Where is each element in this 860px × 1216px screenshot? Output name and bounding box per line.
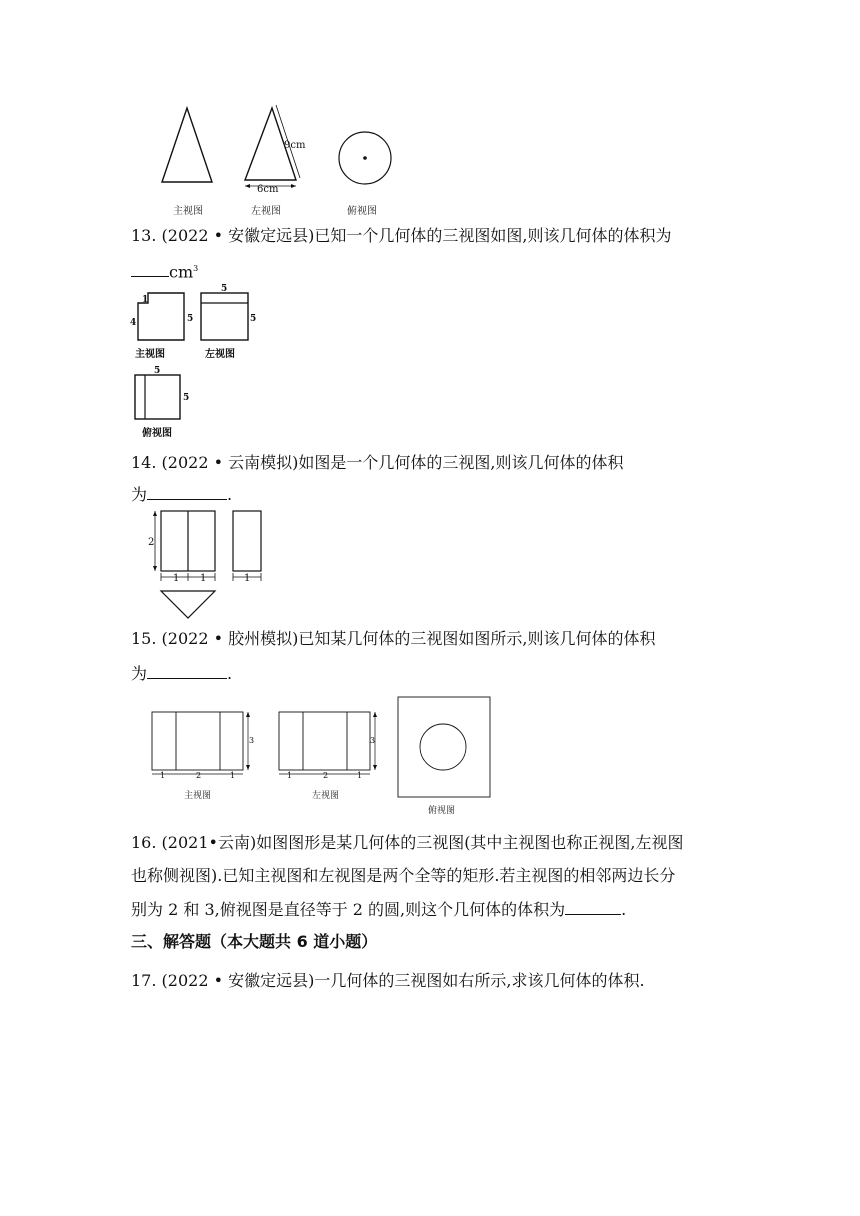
question-text: (2022 • 安徽定远县)一几何体的三视图如右所示,求该几何体的体积. (161, 971, 645, 990)
svg-text:1: 1 (230, 771, 236, 780)
svg-text:1: 1 (142, 295, 149, 305)
q15-side-view (279, 712, 370, 770)
question-text: (2022 • 胶州模拟)已知某几何体的三视图如图所示,则该几何体的体积 (161, 629, 656, 648)
q15-front-view (152, 712, 243, 770)
base-label: 6cm (257, 184, 279, 195)
question-number: 13. (131, 226, 157, 245)
question-17 (131, 970, 645, 992)
question-number: 17. (131, 971, 157, 990)
svg-text:1: 1 (173, 573, 180, 584)
svg-text:3: 3 (249, 736, 255, 745)
svg-text:5: 5 (183, 393, 190, 403)
question-14 (131, 452, 623, 474)
question-15-line2: 为 . (131, 664, 233, 683)
caption-side: 左视图 (251, 206, 281, 217)
answer-blank[interactable] (565, 898, 621, 915)
svg-text:2: 2 (323, 771, 329, 780)
svg-text:1: 1 (200, 573, 207, 584)
question-text: (2022 • 安徽定远县)已知一个几何体的三视图如图,则该几何体的体积为 (161, 226, 672, 245)
svg-text:1: 1 (357, 771, 363, 780)
q14-top-view (161, 591, 215, 618)
answer-blank[interactable] (131, 260, 169, 277)
slant-label: 9cm (284, 140, 306, 151)
q14-side-view (233, 511, 261, 571)
question-16 (131, 832, 684, 854)
question-number: 15. (131, 629, 157, 648)
question-13-answer-line (131, 258, 198, 283)
question-text: (2021•云南)如图图形是某几何体的三视图(其中主视图也称正视图,左视图 (161, 833, 684, 852)
q15-caption-top: 俯视图 (428, 806, 456, 816)
question-15 (131, 628, 655, 650)
svg-text:5: 5 (221, 284, 228, 294)
unit: cm (169, 262, 194, 282)
q13-top-view (135, 375, 180, 419)
q15-caption-side: 左视图 (312, 791, 340, 801)
q15-top-circle (420, 724, 466, 770)
svg-text:1: 1 (160, 771, 166, 780)
svg-text:2: 2 (196, 771, 202, 780)
caption-front: 主视图 (173, 206, 203, 217)
svg-text:1: 1 (287, 771, 293, 780)
cone-apex-dot (363, 156, 367, 160)
svg-text:4: 4 (130, 318, 137, 328)
svg-text:5: 5 (250, 314, 257, 324)
question-number: 14. (131, 453, 157, 472)
q15-top-view (398, 697, 490, 797)
unit-exponent: 3 (193, 264, 199, 273)
question-16-line3: 别为 2 和 3,俯视图是直径等于 2 的圆,则这个几何体的体积为 . (131, 900, 627, 919)
caption-top: 俯视图 (347, 206, 377, 217)
svg-text:3: 3 (370, 736, 376, 745)
figure-q13-views (128, 285, 268, 435)
question-14-line2: 为 . (131, 485, 233, 504)
q13-side-view (201, 293, 248, 340)
q13-caption-front: 主视图 (135, 349, 165, 360)
answer-blank[interactable] (147, 662, 227, 679)
answer-blank[interactable] (147, 483, 227, 500)
section-heading: 三、解答题（本大题共 6 道小题） (131, 932, 378, 951)
svg-text:2: 2 (148, 537, 155, 548)
q15-caption-front: 主视图 (184, 791, 212, 801)
question-number: 16. (131, 833, 157, 852)
svg-text:1: 1 (244, 573, 251, 584)
cone-front-view (162, 108, 212, 182)
question-text: (2022 • 云南模拟)如图是一个几何体的三视图,则该几何体的体积 (161, 453, 624, 472)
svg-text:5: 5 (154, 366, 161, 376)
svg-text:5: 5 (187, 314, 194, 324)
figure-q14-views (145, 505, 275, 625)
q13-caption-top: 俯视图 (142, 428, 172, 439)
question-16-line2: 也称侧视图).已知主视图和左视图是两个全等的矩形.若主视图的相邻两边长分 (131, 866, 676, 885)
question-13 (131, 225, 671, 247)
q13-caption-side: 左视图 (205, 349, 235, 360)
